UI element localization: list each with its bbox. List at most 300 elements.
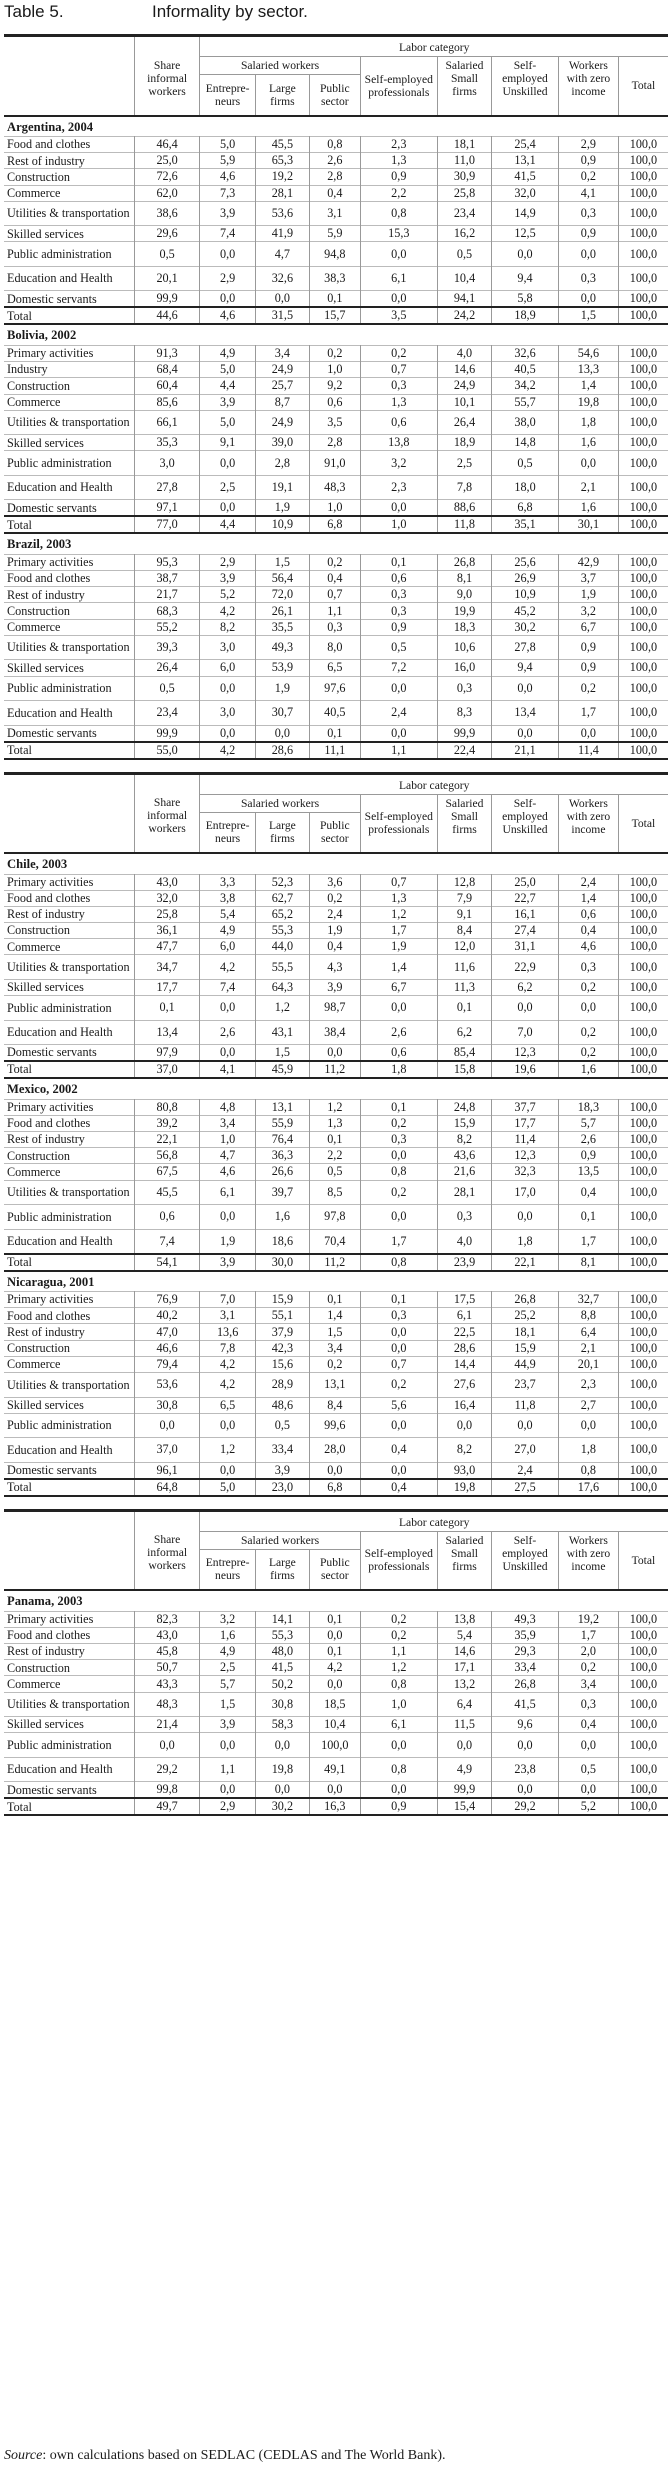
table-cell: 12,8	[437, 874, 491, 890]
table-cell: 2,5	[437, 451, 491, 476]
table-row	[4, 1676, 668, 1692]
total-cell: 30,0	[255, 1254, 309, 1271]
table-row	[4, 201, 668, 226]
total-cell: 17,6	[558, 1479, 618, 1496]
table-row	[4, 1148, 668, 1164]
table-cell: 79,4	[134, 1356, 200, 1372]
table-cell: 0,3	[309, 619, 360, 635]
table-cell: 8,1	[437, 571, 491, 587]
total-cell: 23,0	[255, 1479, 309, 1496]
table-row	[4, 153, 668, 169]
sector-label: Education and Health	[7, 1762, 113, 1777]
table-cell: 1,2	[200, 1438, 255, 1463]
sector-label: Utilities & transportation	[7, 206, 130, 221]
sector-label: Primary activities	[7, 346, 94, 361]
zero-header: Workers with zero income	[558, 794, 618, 852]
table-cell: 4,6	[200, 169, 255, 185]
table-cell: 6,1	[200, 1180, 255, 1205]
total-cell: 27,5	[492, 1479, 559, 1496]
country-name: Nicaragua, 2001	[7, 1274, 95, 1289]
table-row	[4, 1308, 668, 1324]
table-cell: 15,3	[360, 226, 437, 242]
table-cell: 3,9	[309, 979, 360, 995]
total-header: Total	[618, 1531, 668, 1589]
table-cell: 0,3	[558, 955, 618, 980]
table-cell: 8,3	[437, 701, 491, 726]
table-cell: 8,2	[437, 1132, 491, 1148]
table-cell: 0,0	[492, 1205, 559, 1230]
table-cell: 0,0	[360, 1413, 437, 1438]
table-cell: 1,9	[255, 676, 309, 701]
sector-label: Domestic servants	[7, 1782, 97, 1797]
table-cell: 100,0	[618, 185, 668, 201]
table-cell: 21,7	[134, 587, 200, 603]
table-cell: 26,9	[492, 571, 559, 587]
table-cell: 76,9	[134, 1292, 200, 1308]
total-cell: 1,5	[558, 307, 618, 324]
table-cell: 0,0	[200, 1413, 255, 1438]
large-header: Large firms	[255, 75, 309, 115]
table-cell: 19,2	[255, 169, 309, 185]
table-cell: 23,4	[437, 201, 491, 226]
table-cell: 0,0	[558, 725, 618, 742]
table-cell: 0,6	[360, 571, 437, 587]
table-cell: 19,9	[437, 603, 491, 619]
table-cell: 100,0	[618, 890, 668, 906]
table-cell: 38,7	[134, 571, 200, 587]
country-name: Mexico, 2002	[7, 1082, 78, 1097]
table-cell: 100,0	[618, 554, 668, 570]
table-cell: 8,7	[255, 394, 309, 410]
total-cell: 77,0	[134, 516, 200, 533]
total-cell: 11,2	[309, 1254, 360, 1271]
country-row	[4, 117, 668, 137]
table-cell: 97,8	[309, 1205, 360, 1230]
table-cell: 4,9	[200, 345, 255, 361]
table-cell: 0,9	[558, 1148, 618, 1164]
table-cell: 2,7	[558, 1397, 618, 1413]
total-cell: 100,0	[618, 742, 668, 759]
table-cell: 55,3	[255, 1627, 309, 1643]
total-cell: 4,1	[200, 1061, 255, 1078]
total-cell: 0,9	[360, 1798, 437, 1815]
table-cell: 17,7	[134, 979, 200, 995]
table-cell: 6,2	[437, 1020, 491, 1045]
table-cell: 100,0	[618, 394, 668, 410]
table-row	[4, 635, 668, 660]
table-cell: 1,1	[200, 1757, 255, 1782]
table-cell: 1,6	[558, 500, 618, 517]
source-label: Source	[4, 2448, 43, 2463]
table-cell: 100,0	[618, 201, 668, 226]
table-cell: 30,8	[134, 1397, 200, 1413]
sector-label: Public administration	[7, 1418, 112, 1433]
table-cell: 0,6	[360, 410, 437, 435]
table-cell: 0,0	[309, 1676, 360, 1692]
table-cell: 1,1	[360, 1644, 437, 1660]
table-cell: 9,1	[200, 435, 255, 451]
table-row	[4, 725, 668, 742]
table-cell: 1,4	[309, 1308, 360, 1324]
table-cell: 1,3	[360, 394, 437, 410]
table-cell: 65,3	[255, 153, 309, 169]
table-cell: 8,2	[200, 619, 255, 635]
header-row-mid	[4, 57, 668, 75]
table-cell: 0,0	[360, 1148, 437, 1164]
table-cell: 0,0	[492, 1413, 559, 1438]
table-row	[4, 394, 668, 410]
table-cell: 4,8	[200, 1099, 255, 1115]
table-cell: 82,3	[134, 1611, 200, 1627]
table-cell: 0,2	[360, 1627, 437, 1643]
total-cell: 49,7	[134, 1798, 200, 1815]
table-cell: 28,1	[437, 1180, 491, 1205]
table-cell: 0,1	[309, 1132, 360, 1148]
table-cell: 2,0	[558, 1644, 618, 1660]
table-cell: 13,2	[437, 1676, 491, 1692]
table-cell: 37,7	[492, 1099, 559, 1115]
table-cell: 67,5	[134, 1164, 200, 1180]
table-cell: 17,0	[492, 1180, 559, 1205]
table-cell: 2,9	[200, 554, 255, 570]
total-cell: 5,0	[200, 1479, 255, 1496]
table-cell: 1,7	[360, 1229, 437, 1254]
sector-label: Rest of industry	[7, 153, 85, 168]
table-cell: 13,8	[437, 1611, 491, 1627]
table-cell: 3,5	[309, 410, 360, 435]
table-cell: 0,2	[309, 554, 360, 570]
table-cell: 4,2	[309, 1660, 360, 1676]
total-cell: 19,6	[492, 1061, 559, 1078]
table-cell: 0,0	[200, 1733, 255, 1758]
table-cell: 100,0	[618, 169, 668, 185]
table-cell: 0,9	[558, 226, 618, 242]
total-cell: 24,2	[437, 307, 491, 324]
table-cell: 26,1	[255, 603, 309, 619]
table-cell: 0,3	[437, 1205, 491, 1230]
table-cell: 100,0	[618, 1611, 668, 1627]
table-cell: 100,0	[618, 1397, 668, 1413]
table-cell: 1,0	[200, 1132, 255, 1148]
table-cell: 48,6	[255, 1397, 309, 1413]
table-cell: 26,6	[255, 1164, 309, 1180]
table-cell: 0,2	[360, 345, 437, 361]
table-cell: 36,3	[255, 1148, 309, 1164]
table-cell: 30,9	[437, 169, 491, 185]
table-cell: 0,8	[558, 1462, 618, 1479]
zero-header: Workers with zero income	[558, 1531, 618, 1589]
total-cell: 6,8	[309, 516, 360, 533]
table-cell: 0,0	[492, 676, 559, 701]
table-cell: 1,6	[558, 435, 618, 451]
table-cell: 0,0	[309, 1045, 360, 1062]
table-cell: 13,1	[492, 153, 559, 169]
table-cell: 5,2	[200, 587, 255, 603]
table-cell: 3,0	[200, 635, 255, 660]
table-cell: 7,2	[360, 660, 437, 676]
share-header: Share informal workers	[134, 57, 200, 115]
sector-label: Public administration	[7, 455, 112, 470]
table-row	[4, 1627, 668, 1643]
table-cell: 14,6	[437, 362, 491, 378]
table-cell: 11,8	[492, 1397, 559, 1413]
table-cell: 17,5	[437, 1292, 491, 1308]
table-cell: 14,9	[492, 201, 559, 226]
table-cell: 0,5	[309, 1164, 360, 1180]
sector-label: Commerce	[7, 619, 61, 634]
table-cell: 25,8	[134, 906, 200, 922]
table-cell: 1,3	[309, 1115, 360, 1131]
sector-label: Skilled services	[7, 435, 84, 450]
table-cell: 8,2	[437, 1438, 491, 1463]
table-cell: 0,8	[309, 137, 360, 153]
source-text: : own calculations based on SEDLAC (CEDLAS and The World Bank).	[42, 2448, 446, 2463]
table-row	[4, 1020, 668, 1045]
table-cell: 22,7	[492, 890, 559, 906]
table-cell: 14,1	[255, 1611, 309, 1627]
table-cell: 100,0	[618, 923, 668, 939]
table-cell: 32,7	[558, 1292, 618, 1308]
table-cell: 55,9	[255, 1115, 309, 1131]
table-cell: 1,7	[558, 1229, 618, 1254]
table-cell: 1,9	[558, 587, 618, 603]
table-cell: 3,6	[309, 874, 360, 890]
sector-label: Education and Health	[7, 705, 113, 720]
table-cell: 99,9	[134, 725, 200, 742]
table-row	[4, 1611, 668, 1627]
table-cell: 25,6	[492, 554, 559, 570]
header-row-top	[4, 1512, 668, 1532]
table-cell: 0,2	[360, 1180, 437, 1205]
table-cell: 72,0	[255, 587, 309, 603]
table-cell: 4,4	[200, 378, 255, 394]
table-cell: 3,4	[255, 345, 309, 361]
table-cell: 2,6	[360, 1020, 437, 1045]
total-label: Total	[4, 1061, 134, 1078]
table-cell: 100,0	[618, 226, 668, 242]
sector-label: Construction	[7, 378, 70, 393]
table-row	[4, 1292, 668, 1308]
table-cell: 48,3	[134, 1692, 200, 1717]
table-cell: 60,4	[134, 378, 200, 394]
selfunsk-header: Self-employed Unskilled	[492, 57, 559, 115]
sector-label: Skilled services	[7, 1717, 84, 1732]
table-cell: 100,0	[618, 701, 668, 726]
table-cell: 1,5	[200, 1692, 255, 1717]
sector-label: Construction	[7, 1340, 70, 1355]
table-cell: 0,2	[360, 1115, 437, 1131]
sector-label: Food and clothes	[7, 571, 91, 586]
table-cell: 0,0	[200, 1782, 255, 1799]
table-cell: 38,6	[134, 201, 200, 226]
table-cell: 100,0	[618, 1164, 668, 1180]
table-cell: 99,9	[134, 291, 200, 308]
table-row	[4, 1733, 668, 1758]
country-row	[4, 324, 668, 345]
table-cell: 0,1	[134, 996, 200, 1021]
table-cell: 43,0	[134, 874, 200, 890]
sector-label: Food and clothes	[7, 137, 91, 152]
table-cell: 1,8	[558, 410, 618, 435]
table-cell: 4,0	[437, 345, 491, 361]
table-cell: 0,0	[200, 242, 255, 267]
table-row	[4, 242, 668, 267]
table-cell: 1,3	[360, 890, 437, 906]
table-cell: 100,0	[618, 1148, 668, 1164]
table-cell: 100,0	[618, 955, 668, 980]
table-cell: 66,1	[134, 410, 200, 435]
table-cell: 97,9	[134, 1045, 200, 1062]
table-cell: 68,3	[134, 603, 200, 619]
sector-label: Utilities & transportation	[7, 959, 130, 974]
sector-label: Construction	[7, 1148, 70, 1163]
table-cell: 100,0	[618, 153, 668, 169]
table-cell: 0,0	[255, 1733, 309, 1758]
table-cell: 6,5	[200, 1397, 255, 1413]
table-cell: 0,0	[255, 1782, 309, 1799]
table-row	[4, 1099, 668, 1115]
salaried-header: Salaried workers	[200, 794, 360, 812]
table-cell: 6,1	[360, 266, 437, 291]
total-cell: 3,5	[360, 307, 437, 324]
table-cell: 39,0	[255, 435, 309, 451]
table-cell: 94,8	[309, 242, 360, 267]
table-row	[4, 1660, 668, 1676]
total-cell: 1,6	[558, 1061, 618, 1078]
table-cell: 11,0	[437, 153, 491, 169]
table-cell: 7,4	[200, 979, 255, 995]
table-cell: 0,1	[309, 291, 360, 308]
total-row	[4, 1479, 668, 1496]
table-cell: 6,1	[360, 1717, 437, 1733]
table-cell: 0,6	[309, 394, 360, 410]
total-cell: 30,1	[558, 516, 618, 533]
table-cell: 27,6	[437, 1373, 491, 1398]
table-cell: 0,0	[558, 1413, 618, 1438]
sector-label: Commerce	[7, 1164, 61, 1179]
table-cell: 30,2	[492, 619, 559, 635]
table-cell: 18,0	[492, 475, 559, 500]
total-cell: 55,0	[134, 742, 200, 759]
table-cell: 98,7	[309, 996, 360, 1021]
total-row	[4, 307, 668, 324]
table-cell: 6,7	[360, 979, 437, 995]
table-cell: 3,1	[309, 201, 360, 226]
table-cell: 56,4	[255, 571, 309, 587]
table-cell: 65,2	[255, 906, 309, 922]
table-cell: 0,0	[360, 1205, 437, 1230]
table-cell: 49,1	[309, 1757, 360, 1782]
table-cell: 0,9	[360, 619, 437, 635]
table-cell: 18,3	[558, 1099, 618, 1115]
table-cell: 0,7	[360, 1356, 437, 1372]
table-row	[4, 619, 668, 635]
table-cell: 0,0	[200, 676, 255, 701]
total-row	[4, 742, 668, 759]
small-header: Salaried Small firms	[437, 1531, 491, 1589]
sector-label: Domestic servants	[7, 725, 97, 740]
table-cell: 6,7	[558, 619, 618, 635]
table-cell: 100,0	[618, 676, 668, 701]
table-cell: 99,6	[309, 1413, 360, 1438]
table-cell: 17,7	[492, 1115, 559, 1131]
table-cell: 35,9	[492, 1627, 559, 1643]
table-cell: 46,6	[134, 1340, 200, 1356]
table-cell: 15,9	[255, 1292, 309, 1308]
table-cell: 13,6	[200, 1324, 255, 1340]
table-cell: 100,0	[618, 874, 668, 890]
total-cell: 29,2	[492, 1798, 559, 1815]
table-cell: 0,0	[200, 996, 255, 1021]
table-cell: 53,6	[134, 1373, 200, 1398]
table-cell: 15,9	[492, 1340, 559, 1356]
table-cell: 100,0	[618, 1717, 668, 1733]
table-cell: 0,0	[200, 291, 255, 308]
table-cell: 38,0	[492, 410, 559, 435]
table-cell: 12,0	[437, 939, 491, 955]
table-cell: 21,4	[134, 1717, 200, 1733]
total-cell: 22,1	[492, 1254, 559, 1271]
table-row	[4, 500, 668, 517]
table-cell: 91,3	[134, 345, 200, 361]
table-cell: 1,6	[200, 1627, 255, 1643]
total-label: Total	[4, 742, 134, 759]
total-cell: 100,0	[618, 1479, 668, 1496]
table-cell: 18,1	[492, 1324, 559, 1340]
table-cell: 100,0	[618, 939, 668, 955]
table-cell: 2,3	[360, 475, 437, 500]
table-cell: 0,2	[309, 345, 360, 361]
table-cell: 72,6	[134, 169, 200, 185]
table-cell: 100,0	[618, 345, 668, 361]
table-cell: 41,5	[492, 169, 559, 185]
sector-label: Rest of industry	[7, 907, 85, 922]
sector-label: Rest of industry	[7, 1644, 85, 1659]
table-cell: 50,7	[134, 1660, 200, 1676]
table-cell: 2,9	[200, 266, 255, 291]
table-cell: 1,4	[360, 955, 437, 980]
table-row	[4, 587, 668, 603]
table-cell: 36,1	[134, 923, 200, 939]
table-cell: 24,9	[255, 362, 309, 378]
table-cell: 16,1	[492, 906, 559, 922]
total-cell: 11,1	[309, 742, 360, 759]
country-name: Bolivia, 2002	[7, 328, 77, 343]
table-cell: 55,2	[134, 619, 200, 635]
table-cell: 70,4	[309, 1229, 360, 1254]
large-header: Large firms	[255, 812, 309, 852]
country-name: Panama, 2003	[7, 1594, 83, 1609]
sector-label: Education and Health	[7, 271, 113, 286]
table-cell: 0,9	[558, 635, 618, 660]
total-cell: 15,8	[437, 1061, 491, 1078]
table-cell: 0,4	[309, 939, 360, 955]
table-cell: 27,0	[492, 1438, 559, 1463]
table-cell: 0,3	[360, 1308, 437, 1324]
table-cell: 28,9	[255, 1373, 309, 1398]
table-cell: 23,7	[492, 1373, 559, 1398]
table-cell: 97,1	[134, 500, 200, 517]
table-row	[4, 701, 668, 726]
table-row	[4, 1397, 668, 1413]
table-row	[4, 1438, 668, 1463]
table-row	[4, 660, 668, 676]
table-cell: 15,6	[255, 1356, 309, 1372]
table-cell: 2,3	[558, 1373, 618, 1398]
table-cell: 100,0	[618, 500, 668, 517]
table-cell: 32,6	[255, 266, 309, 291]
table-cell: 3,9	[200, 201, 255, 226]
